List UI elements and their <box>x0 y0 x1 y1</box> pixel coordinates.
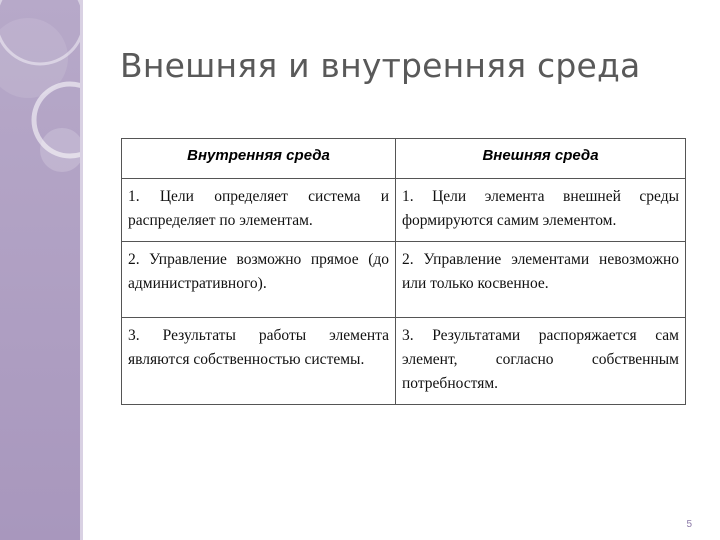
table-cell: 2. Управление элементами невозможно или только косвенное. <box>396 242 686 318</box>
page-number: 5 <box>686 519 692 530</box>
table-cell: 1. Цели определяет система и распределяет по элементам. <box>122 179 396 242</box>
table-cell: 2. Управление возможно прямое (до административного). <box>122 242 396 318</box>
table-cell: 3. Результатами распоряжается сам элемент, согласно собственным потребностям. <box>396 318 686 405</box>
table-header-row <box>122 139 686 179</box>
header-internal-environment: Внутренняя среда <box>122 139 396 179</box>
comparison-table <box>121 138 686 405</box>
table-cell: 3. Результаты работы элемента являются собственностью системы. <box>122 318 396 405</box>
side-divider <box>80 0 83 540</box>
decorative-circles <box>0 0 80 540</box>
table-cell: 1. Цели элемента внешней среды формируются самим элементом. <box>396 179 686 242</box>
table-row <box>122 318 686 405</box>
slide-title: Внешняя и внутренняя среда <box>120 46 641 85</box>
decorative-side-band <box>0 0 80 540</box>
table-row <box>122 242 686 318</box>
header-external-environment: Внешняя среда <box>396 139 686 179</box>
table-row <box>122 179 686 242</box>
